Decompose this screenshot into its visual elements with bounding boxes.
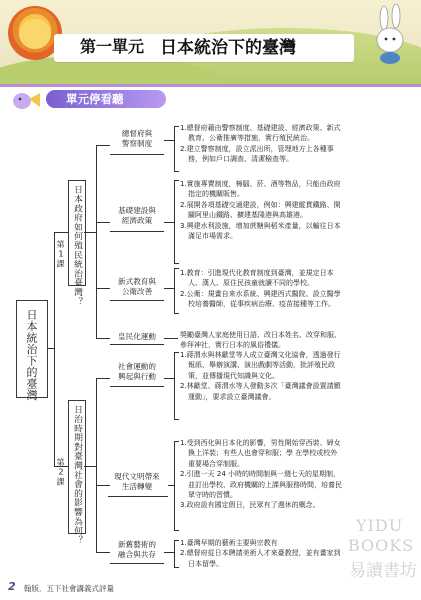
bracket: [174, 126, 179, 127]
bracket: [174, 419, 179, 420]
connector: [96, 288, 110, 289]
lesson1-question-box: [68, 180, 86, 306]
connector: [164, 140, 174, 141]
section-title: 單元停看聽: [66, 92, 124, 106]
bracket: [174, 530, 179, 531]
divider: [0, 84, 421, 87]
bracket: [174, 180, 175, 264]
connector: [96, 338, 110, 339]
underline: [110, 386, 164, 387]
rabbit-mascot-icon: [370, 4, 410, 64]
group-name-infrastructure: 基礎建設與 經濟政策: [118, 206, 156, 225]
bracket: [174, 540, 179, 541]
lesson2-question-box: [68, 400, 86, 545]
connector: [54, 232, 55, 466]
bracket: [174, 171, 179, 172]
group-items-infrastructure: 1.實施專賣制度，樟腦、菸、酒等物品，只能由政府 指定的機關販售。 2.展開各項基礎交通建設，例如：興建縱貫鐵路、開 闢阿里山鐵路、擴建基隆港與高雄港。 3.興建水利設施，增加蔗糖與稻米產量，以輸往日本 滿足市場需求。: [180, 180, 341, 241]
connector: [96, 378, 97, 552]
lesson1-label: 第1課: [56, 240, 66, 268]
connector: [164, 552, 174, 553]
bracket: [174, 567, 179, 568]
page-title: 日本統治下的臺灣: [160, 38, 296, 58]
bracket: [174, 441, 175, 531]
bracket: [174, 268, 175, 314]
footer-publisher: 翰版．五下社會講義式評量: [24, 584, 114, 593]
watermark-text: 易讀書坊: [349, 561, 417, 581]
connector: [164, 288, 174, 289]
group-items-police: 1.總督府藉由警察制度、基礎建設、經濟政策、新式 教育、公衛推廣等措施，實行殖民統治。 2.建立警察制度，設立派出所，管理地方上各種事 務，例如戶口調查、清潔檢查等。: [180, 124, 341, 164]
group-items-social-movement: 1.蔣渭水與林獻堂等人成立臺灣文化協會，透過發行 報紙、舉辦演講、演出戲劇等活動，批評殖民政 策，並傳播現代知識與文化。 2.林獻堂、蔣渭水等人發動多次「臺灣議會設置請願 運動」，要求設立臺灣議會。: [180, 351, 341, 401]
group-name-kominka: 皇民化運動: [118, 332, 156, 341]
lesson1-question: 日本政府如何殖民統治臺灣？: [72, 185, 82, 306]
group-items-education: 1.教育：引進現代化教育制度到臺灣，並規定日本 人、漢人、原住民孩童就讀不同的學校。 2.公衛：規畫自來水系統、興建西式醫院、設立醫學 校培養醫師，從事疾病治療、疫苗接種等工作。: [180, 269, 341, 309]
connector: [164, 222, 174, 223]
group-items-modern-life: 1.受到西化與日本化的影響，男性開始穿西裝、婦女 換上洋裝；有些人也會穿和服；學 在學校或校外 重要場合穿制服。 2.引進一天 24 小時的時間制與一週七天的星期制， 並訂出學校、政府機關的上課與服務時間，培養民 眾守時的習慣。 3.政府設有國定假日，民眾有了週休的概念。: [180, 439, 342, 510]
watermark-text: YIDU: [356, 516, 404, 535]
bracket: [174, 126, 175, 172]
underline: [110, 344, 164, 345]
bracket: [174, 180, 179, 181]
group-items-kominka: 獎勵臺灣人家庭使用日語、改日本姓名、改穿和服、 參拜神社，實行日本的風俗禮儀。: [180, 331, 341, 350]
group-name-modern-life: 現代文明帶來 生活轉變: [114, 472, 160, 491]
bracket: [174, 441, 179, 442]
bracket: [174, 263, 179, 264]
root-topic-box: [16, 300, 48, 401]
connector: [96, 378, 110, 379]
root-topic: 日本統治下的臺灣: [25, 309, 38, 401]
underline: [110, 154, 164, 155]
connector: [84, 466, 96, 467]
trumpet-bird-icon: [10, 87, 42, 111]
underline: [108, 496, 168, 497]
unit-label: 第一單元: [80, 37, 145, 56]
underline: [110, 300, 164, 301]
page-number: 2: [8, 580, 16, 593]
underline: [110, 563, 164, 564]
bracket: [174, 540, 175, 568]
underline: [110, 231, 164, 232]
connector: [96, 552, 110, 553]
connector: [164, 338, 178, 339]
group-name-social-movement: 社會運動的 興起與行動: [118, 362, 156, 381]
group-name-police: 總督府與 警察制度: [121, 129, 153, 148]
connector: [84, 232, 96, 233]
sun-face-icon: [19, 19, 51, 49]
connector: [164, 378, 174, 379]
group-items-art: 1.臺灣早期的藝術主要與宗教有 2.總督府從日本聘請美術人才來臺教授，並有畫家到 日本留學。: [180, 539, 341, 568]
watermark-text: BOOKS: [348, 536, 415, 555]
connector: [96, 145, 110, 146]
group-name-education: 新式教育與 公衛改善: [118, 277, 156, 296]
bracket: [174, 313, 179, 314]
connector: [96, 145, 97, 338]
bracket: [174, 352, 175, 420]
lesson2-label: 第2課: [56, 458, 66, 486]
bracket: [174, 352, 179, 353]
connector: [96, 222, 110, 223]
connector: [54, 232, 68, 233]
lesson2-question: 日治時期對臺灣社會的影響為何？: [72, 405, 82, 545]
group-name-art: 新舊藝術的 融合與共存: [118, 540, 156, 559]
bracket: [174, 268, 179, 269]
